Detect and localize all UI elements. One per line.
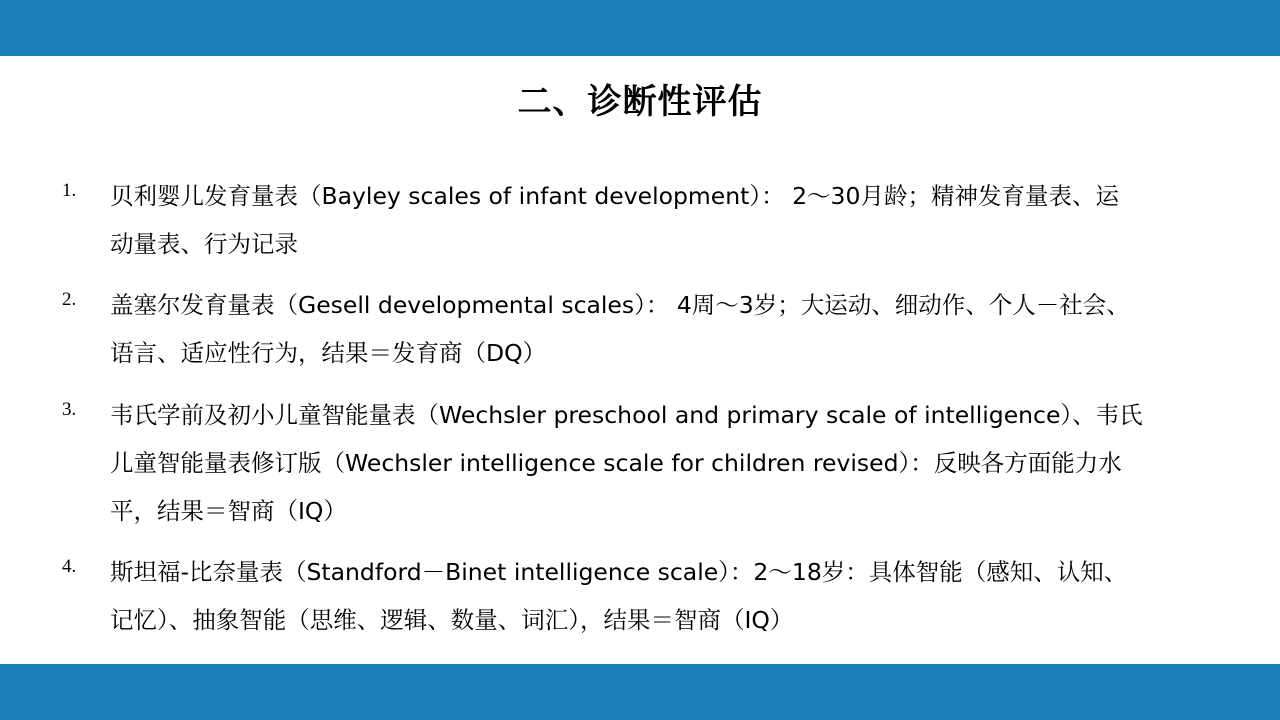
header-bar [0,0,1280,56]
item-text [110,281,1185,377]
footer-bar [0,664,1280,720]
item-number: 1. [62,180,77,201]
slide-title: 二、诊断性评估 [517,82,763,122]
item-line: 斯坦福-比奈量表（Standford－Binet intelligence scale）：2～18岁：具体智能（感知、认知、 [110,558,1128,586]
item-line: 动量表、行为记录 [110,230,298,258]
item-line: 韦氏学前及初小儿童智能量表（Wechsler preschool and primary scale of intelligence）、韦氏 [110,401,1143,429]
item-line: 语言、适应性行为，结果＝发育商（DQ） [110,339,547,367]
item-text [110,172,1185,268]
item-line: 盖塞尔发育量表（Gesell developmental scales）： 4周～3岁；大运动、细动作、个人－社会、 [110,291,1130,319]
item-number: 4. [62,556,77,577]
item-line: 贝利婴儿发育量表（Bayley scales of infant development）： 2～30月龄；精神发育量表、运 [110,182,1119,210]
item-text [110,548,1185,644]
item-line: 记忆）、抽象智能（思维、逻辑、数量、词汇），结果＝智商（IQ） [110,606,794,634]
item-number: 3. [62,399,77,420]
item-line: 儿童智能量表修订版（Wechsler intelligence scale for children revised）：反映各方面能力水 [110,449,1122,477]
item-text [110,391,1185,535]
item-number: 2. [62,289,77,310]
item-line: 平，结果＝智商（IQ） [110,497,347,525]
